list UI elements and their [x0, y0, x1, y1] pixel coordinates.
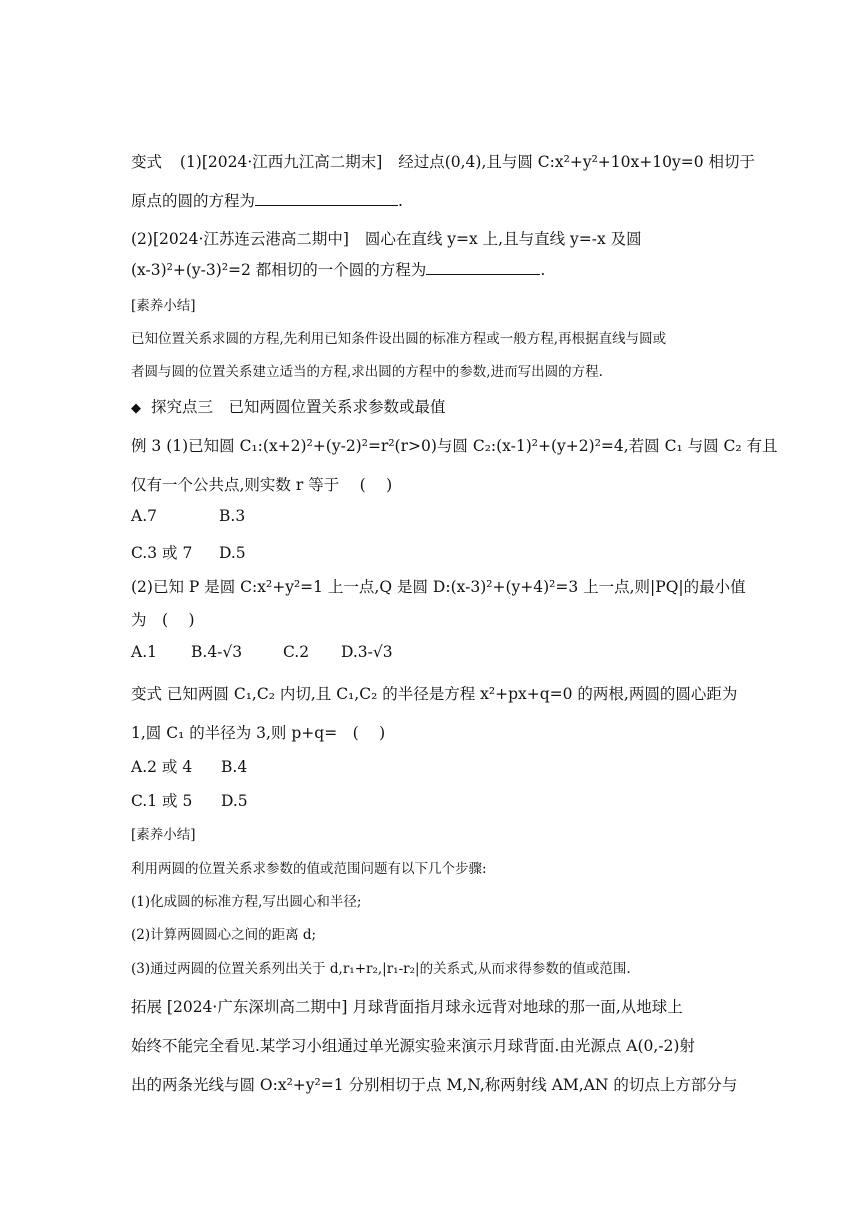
summary1-heading: [素养小结] — [131, 298, 196, 314]
choice-a: A.2 或 4 — [131, 758, 193, 776]
example3-line1: 例 3 (1)已知圆 C₁:(x+2)²+(y-2)²=r²(r>0)与圆 C₂:(x-1)²+(y+2)²=4,若圆 C₁ 与圆 C₂ 有且 — [131, 437, 778, 455]
diamond-icon: ◆ — [131, 401, 141, 416]
section3-heading: ◆ 探究点三 已知两圆位置关系求参数或最值 — [131, 398, 446, 416]
variant1-part2-line2: (x-3)²+(y-3)²=2 都相切的一个圆的方程为 . — [131, 261, 546, 279]
variant1-part2-line1: (2)[2024·江苏连云港高二期中] 圆心在直线 y=x 上,且与直线 y=-x 及圆 — [131, 230, 642, 248]
example3-q2-line1: (2)已知 P 是圆 C:x²+y²=1 上一点,Q 是圆 D:(x-3)²+(y+4)²=3 上一点,则|PQ|的最小值 — [131, 578, 746, 596]
extension-line1: 拓展 [2024·广东深圳高二期中] 月球背面指月球永远背对地球的那一面,从地球上 — [131, 998, 683, 1016]
summary2-heading: [素养小结] — [131, 827, 196, 843]
variant2-line2: 1,圆 C₁ 的半径为 3,则 p+q= ( ) — [131, 724, 386, 742]
choice-c: C.1 或 5 — [131, 792, 193, 810]
summary2-step: (2)计算两圆圆心之间的距离 d; — [131, 927, 317, 943]
choice-d: D.5 — [221, 792, 248, 810]
summary1-line2: 者圆与圆的位置关系建立适当的方程,求出圆的方程中的参数,进而写出圆的方程. — [131, 364, 603, 380]
variant2-choices-row1 — [131, 755, 247, 777]
extension-line3: 出的两条光线与圆 O:x²+y²=1 分别相切于点 M,N,称两射线 AM,AN 的切点上方部分与 — [131, 1076, 738, 1094]
choice-b: B.3 — [219, 507, 246, 525]
example3-choices2 — [131, 643, 393, 661]
summary1-line1: 已知位置关系求圆的方程,先利用已知条件设出圆的标准方程或一般方程,再根据直线与圆或 — [131, 331, 667, 347]
choice-d: D.5 — [219, 544, 246, 562]
extension-line2: 始终不能完全看见.某学习小组通过单光源实验来演示月球背面.由光源点 A(0,-2)射 — [131, 1037, 695, 1055]
example3-line2: 仅有一个公共点,则实数 r 等于 ( ) — [131, 476, 393, 494]
example3-choices-row2 — [131, 541, 246, 563]
choice-b: B.4-√3 — [191, 643, 243, 661]
variant1-line2: 原点的圆的方程为 . — [131, 192, 403, 210]
example3-q2-line2: 为 ( ) — [131, 611, 195, 629]
choice-c: C.3 或 7 — [131, 544, 193, 562]
choice-a: A.1 — [131, 643, 157, 661]
example3-choices-row1 — [131, 507, 245, 525]
summary2-intro: 利用两圆的位置关系求参数的值或范围问题有以下几个步骤: — [131, 861, 487, 877]
summary2-step: (1)化成圆的标准方程,写出圆心和半径; — [131, 894, 362, 910]
choice-c: C.2 — [283, 643, 310, 661]
answer-blank[interactable] — [426, 260, 540, 275]
summary2-step: (3)通过两圆的位置关系列出关于 d,r₁+r₂,|r₁-r₂|的关系式,从而求得参数的值或范围. — [131, 961, 631, 977]
choice-d: D.3-√3 — [341, 643, 393, 661]
choice-b: B.4 — [221, 758, 248, 776]
variant2-line1: 变式 已知两圆 C₁,C₂ 内切,且 C₁,C₂ 的半径是方程 x²+px+q=0 的两根,两圆的圆心距为 — [131, 685, 738, 703]
variant2-choices-row2 — [131, 789, 248, 811]
answer-blank[interactable] — [255, 191, 398, 206]
variant1-line1: 变式 (1)[2024·江西九江高二期末] 经过点(0,4),且与圆 C:x²+y²+10x+10y=0 相切于 — [131, 153, 755, 171]
choice-a: A.7 — [131, 507, 157, 525]
